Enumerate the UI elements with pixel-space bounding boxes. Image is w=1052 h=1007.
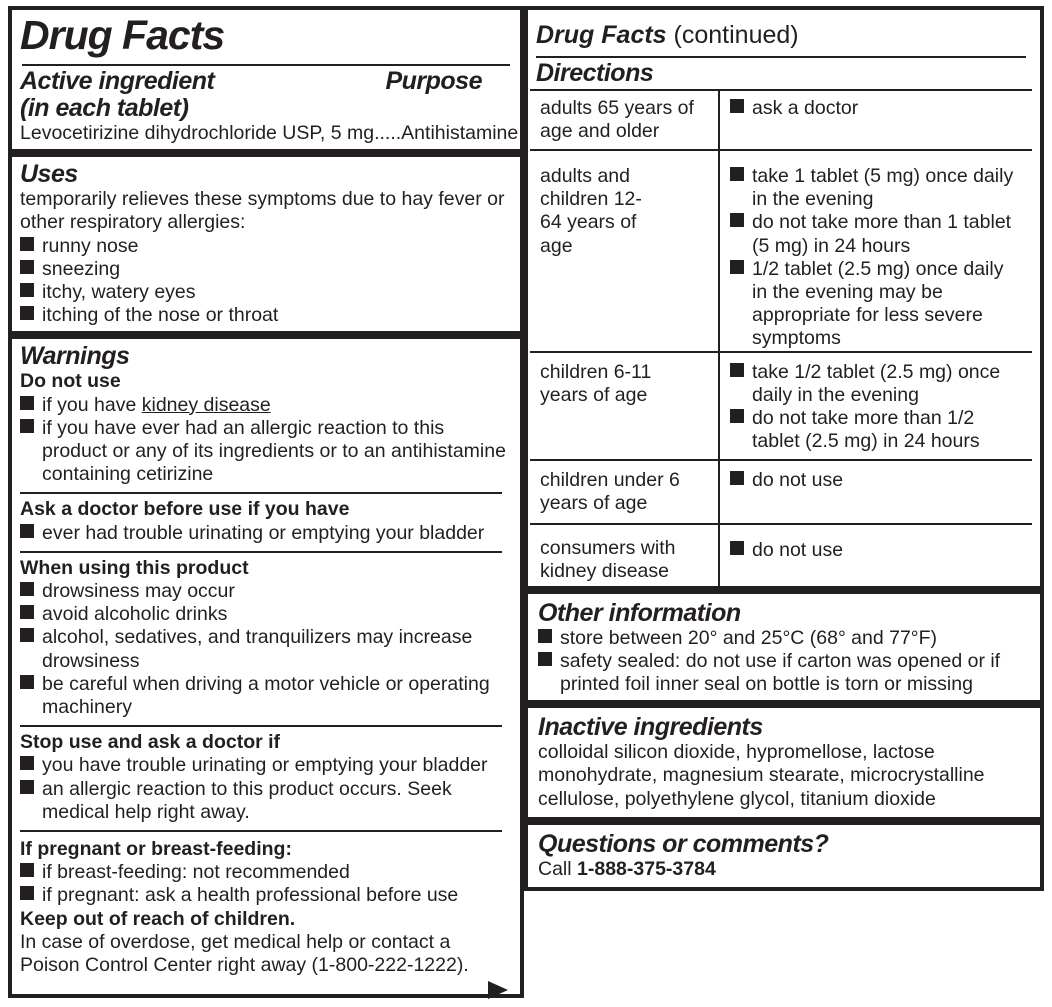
uses-intro: temporarily relieves these symptoms due to hay fever or other respiratory allergies: — [20, 188, 505, 234]
directions-item: do not take more than 1 tablet (5 mg) in 24 hours — [730, 211, 1022, 257]
directions-what — [719, 524, 1032, 586]
other-information-header: Other information — [538, 598, 741, 627]
stop-use-title: Stop use and ask a doctor if — [20, 731, 281, 754]
directions-who-text: children 6-11 years of age — [540, 360, 652, 406]
directions-what — [719, 150, 1032, 352]
drug-facts-title: Drug Facts — [20, 12, 225, 58]
pregnant-block — [20, 830, 502, 977]
uses-item: itching of the nose or throat — [20, 304, 512, 327]
pregnant-title: If pregnant or breast-feeding: — [20, 838, 292, 861]
directions-who — [530, 524, 719, 586]
directions-item: do not use — [730, 539, 1022, 562]
active-ingredient-section — [12, 10, 520, 157]
stop-use-block — [20, 725, 502, 830]
table-row — [530, 352, 1032, 460]
active-ingredient-header: Active ingredient — [20, 67, 215, 95]
directions-who-text: adults and children 12-64 years of age — [540, 165, 642, 257]
uses-item: runny nose — [20, 235, 512, 258]
when-using-item: avoid alcoholic drinks — [20, 603, 502, 626]
active-ingredient-subheader: (in each tablet) — [20, 94, 189, 122]
directions-item: take 1 tablet (5 mg) once daily in the evening — [730, 165, 1022, 211]
directions-what — [719, 90, 1032, 150]
directions-who — [530, 352, 719, 460]
directions-who — [530, 150, 719, 352]
directions-section — [528, 10, 1040, 594]
directions-item: ask a doctor — [730, 97, 1022, 120]
directions-who — [530, 460, 719, 524]
warnings-header: Warnings — [20, 342, 130, 371]
inactive-ingredients-section — [528, 708, 1040, 825]
table-row — [530, 460, 1032, 524]
uses-section — [12, 157, 520, 339]
table-row — [530, 150, 1032, 352]
directions-table — [530, 89, 1032, 586]
inactive-ingredients-header: Inactive ingredients — [538, 713, 763, 742]
drug-facts-left-panel — [8, 6, 524, 998]
questions-header: Questions or comments? — [538, 829, 829, 858]
ingredient-name: Levocetirizine dihydrochloride USP, 5 mg — [20, 122, 375, 144]
leader-dots: ..... — [374, 122, 402, 144]
table-row — [530, 90, 1032, 150]
when-using-item: alcohol, sedatives, and tranquilizers may increase drowsiness — [20, 626, 502, 672]
do-not-use-item-text: if you have — [42, 393, 142, 416]
directions-header: Directions — [536, 59, 654, 87]
uses-header: Uses — [20, 160, 78, 189]
do-not-use-item — [20, 394, 512, 417]
directions-who-text: children under 6 years of age — [540, 468, 680, 514]
table-row — [530, 524, 1032, 586]
inactive-ingredients-text: colloidal silicon dioxide, hypromellose, lactose monohydrate, magnesium stearate, microcrystalline cellulose, polyethylene glycol, titanium dioxide — [538, 741, 985, 810]
kidney-disease-link: kidney disease — [141, 393, 271, 416]
directions-item: do not use — [730, 469, 1022, 492]
purpose-header: Purpose — [385, 67, 482, 95]
directions-item: 1/2 tablet (2.5 mg) once daily in the evening may be appropriate for less severe symptoms — [730, 258, 1022, 351]
pregnant-item: if pregnant: ask a health professional before use — [20, 884, 502, 907]
continued-title-suffix: (continued) — [666, 21, 799, 49]
pregnant-item: if breast-feeding: not recommended — [20, 861, 502, 884]
uses-item: itchy, watery eyes — [20, 281, 512, 304]
continued-title — [536, 20, 1032, 50]
stop-use-item: an allergic reaction to this product occurs. Seek medical help right away. — [20, 778, 502, 824]
directions-what — [719, 352, 1032, 460]
questions-section — [528, 825, 1040, 887]
warnings-section — [12, 339, 520, 1007]
active-ingredient-line — [20, 122, 519, 145]
other-information-section — [528, 594, 1040, 709]
do-not-use-item: if you have ever had an allergic reaction to this product or any of its ingredients or to an antihistamine containing cetirizine — [20, 417, 512, 493]
keep-out-text: In case of overdose, get medical help or contact a Poison Control Center right away (1-800-222-1222). — [20, 930, 469, 977]
other-information-item: safety sealed: do not use if carton was opened or if printed foil inner seal on bottle is torn or missing — [538, 650, 1032, 696]
directions-who-text: consumers with kidney disease — [540, 536, 676, 582]
do-not-use-title: Do not use — [20, 370, 121, 393]
drug-facts-right-panel — [522, 6, 1044, 891]
directions-item: take 1/2 tablet (2.5 mg) once daily in the evening — [730, 361, 1022, 407]
uses-item: sneezing — [20, 258, 512, 281]
when-using-title: When using this product — [20, 556, 249, 579]
call-label: Call — [538, 857, 578, 880]
questions-call-line — [538, 858, 1032, 881]
stop-use-item: you have trouble urinating or emptying your bladder — [20, 754, 502, 777]
directions-what — [719, 460, 1032, 524]
continued-arrow-icon — [488, 981, 508, 999]
continued-title-main: Drug Facts — [536, 21, 667, 49]
ingredient-purpose: Antihistamine — [401, 122, 519, 144]
ask-doctor-block — [20, 492, 502, 550]
other-information-item: store between 20° and 25°C (68° and 77°F) — [538, 627, 1032, 650]
when-using-block — [20, 551, 502, 725]
ask-doctor-title: Ask a doctor before use if you have — [20, 498, 350, 521]
directions-who: adults 65 years of age and older — [530, 90, 719, 150]
ask-doctor-item: ever had trouble urinating or emptying your bladder — [20, 522, 502, 545]
when-using-item: be careful when driving a motor vehicle or operating machinery — [20, 673, 502, 719]
directions-item: do not take more than 1/2 tablet (2.5 mg) in 24 hours — [730, 407, 1022, 453]
keep-out-title: Keep out of reach of children. — [20, 907, 296, 930]
when-using-item: drowsiness may occur — [20, 580, 502, 603]
phone-number: 1-888-375-3784 — [577, 857, 716, 880]
